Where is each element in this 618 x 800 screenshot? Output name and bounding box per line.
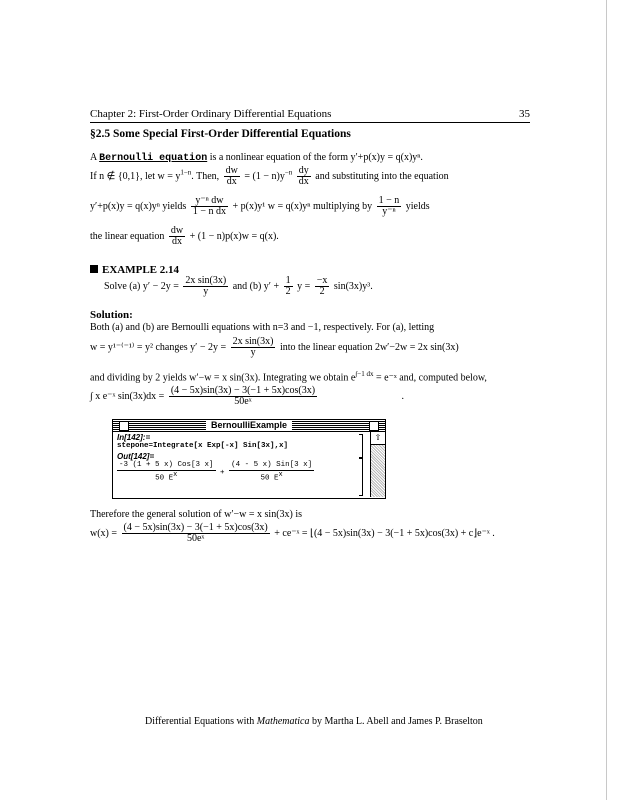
fraction-multiplier: $\frac{1 - n}{\text{y⁻ⁿ}}$ [378,195,400,217]
fraction-dy-dx: $\frac{dy}{dx}$ [298,165,309,187]
fraction-a: $\frac{\text{2x sin(3x)}}{y}$ [185,275,227,297]
solution-title: Solution: [90,309,133,321]
page-number: 35 [519,108,530,120]
close-box-icon[interactable] [119,421,129,431]
section-title: §2.5 Some Special First-Order Differential Equations [90,128,351,140]
header-divider [90,122,530,123]
square-bullet-icon [90,265,98,273]
solution-line-3: and dividing by 2 yields w′−w = x sin(3x). Integrating we obtain $e^{\int-1 dx}$ = e⁻ˣ and, computed below, [90,370,487,384]
linear-equation-line: the linear equation $\frac{dw}{dx}$ + (1 − n)p(x)w = q(x). [90,225,279,247]
fraction-dw-dx-2: $\frac{dw}{dx}$ [170,225,184,247]
fraction-dw-dx: $\frac{dw}{dx}$ [225,165,238,187]
page-footer: Differential Equations with Mathematica by Martha L. Abell and James P. Braselton [145,716,483,727]
notebook-title: BernoulliExample [206,420,292,431]
general-solution-line: w(x) = $\frac{(4 - 5x)\sin(3x) - 3(-1 + 5x)\cos(3x)}{\text{50eˣ}}$ + ce⁻ˣ = ⌊(4 − 5x)sin(3x) − 3(−1 + 5x)cos(3x) + c⌋e⁻ˣ . [90,522,495,544]
solution-line-1: Both (a) and (b) are Bernoulli equations with n=3 and −1, respectively. For (a), letting [90,322,435,333]
fraction-b2: $\frac{-x}{2}$ [316,275,328,297]
integral-line: ∫ x e⁻ˣ sin(3x)dx = $\frac{(4 - 5x)\sin(3x) - 3(-1 + 5x)\cos(3x)}{\text{50eˣ}}$ . [90,385,405,407]
bernoulli-term: Bernoulli equation [99,153,208,164]
conclusion-line-1: Therefore the general solution of w′−w = x sin(3x) is [90,509,303,520]
solution-line-2: w = y¹⁻⁽⁻¹⁾ = y² changes y′ − 2y = $\frac{\text{2x sin(3x)}}{y}$ into the linear equation 2w′−2w = 2x sin(3x) [90,336,459,358]
zoom-box-icon[interactable] [369,421,379,431]
output-cell: $\frac{\text{-3 (1 + 5 x) Cos[3 x]}}{50 E^x}$ + $\frac{\text{(4 - 5 x) Sin[3 x]}}{50 E^x}$ [119,461,313,483]
input-cell-bracket[interactable] [359,434,363,458]
notebook-window[interactable] [112,419,386,499]
chapter-title: Chapter 2: First-Order Ordinary Differential Equations [90,108,332,120]
fraction-transform: $\frac{\text{y⁻ⁿ dw}}{\text{1 − n dx}}$ [192,195,226,217]
substitution-line: If n ∉ {0,1}, let $w = y^{1-n}$. Then, $\frac{dw}{dx}$ = $(1 - n)y^{-n}$ $\frac{dy}{dx}$ and substituting into the equation [90,165,449,187]
notebook-content[interactable] [117,433,351,484]
fraction-general-solution: $\frac{(4 - 5x)\sin(3x) - 3(-1 + 5x)\cos(3x)}{\text{50eˣ}}$ [123,522,268,544]
example-title: EXAMPLE 2.14 [90,264,179,276]
input-label: In[142]:= [117,433,151,442]
output-cell-bracket[interactable] [359,458,363,496]
output-label: Out[142]= [117,452,155,461]
vertical-scrollbar[interactable] [370,432,385,497]
scroll-up-arrow-icon[interactable]: ⇧ [371,432,385,445]
input-cell[interactable]: stepone=Integrate[x Exp[-x] Sin[3x],x] [117,442,289,450]
transformed-equation-line: y′+p(x)y = q(x)yⁿ yields $\frac{\text{y⁻ⁿ dw}}{\text{1 − n dx}}$ + p(x)y¹ w = q(x)yⁿ multiplying by $\frac{1 - n}{\text{y⁻ⁿ}}$ yields [90,195,430,217]
fraction-integral-result: $\frac{(4 - 5x)\sin(3x) - 3(-1 + 5x)\cos(3x)}{\text{50eˣ}}$ [170,385,316,407]
fraction-solution-a: $\frac{\text{2x sin(3x)}}{y}$ [232,336,274,358]
fraction-b1: $\frac{1}{2}$ [285,275,291,297]
page-edge-rule [606,0,607,800]
intro-line: A Bernoulli equation is a nonlinear equation of the form y′+p(x)y = q(x)yⁿ. [90,152,423,164]
example-problem-line: Solve (a) y′ − 2y = $\frac{\text{2x sin(3x)}}{y}$ and (b) y′ + $\frac{1}{2}$ y = $\frac{-x}{2}$ sin(3x)y³. [104,275,373,297]
notebook-titlebar[interactable] [113,420,385,432]
